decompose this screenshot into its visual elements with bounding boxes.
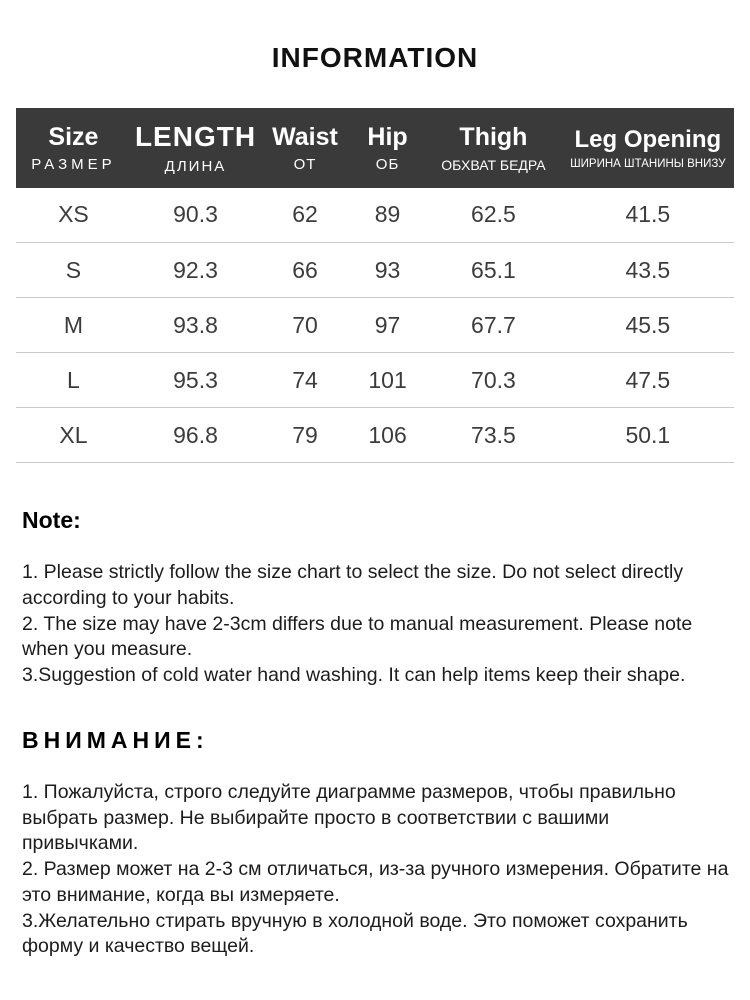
- notes-russian: [0, 727, 750, 960]
- size-table-header: [16, 108, 734, 188]
- cell-size: M: [16, 298, 131, 353]
- cell-hip: 93: [350, 243, 425, 298]
- header-sublabel-leg-opening: ШИРИНА ШТАНИНЫ ВНИЗУ: [570, 158, 726, 171]
- cell-size: XL: [16, 408, 131, 463]
- note-item-ru-3: 3.Желательно стирать вручную в холодной воде. Это поможет сохранить форму и качество вещей.: [22, 909, 688, 958]
- cell-waist: 79: [260, 408, 350, 463]
- header-sublabel-length: ДЛИНА: [164, 158, 227, 176]
- header-label-thigh: Thigh: [459, 123, 528, 152]
- note-item-en-2: 2. The size may have 2-3cm differs due to manual measurement. Please note when you measure.: [22, 612, 693, 661]
- header-cell-length: [131, 108, 260, 188]
- cell-waist: 70: [260, 298, 350, 353]
- cell-size: L: [16, 353, 131, 408]
- note-item-ru-1: 1. Пожалуйста, строго следуйте диаграмме размеров, чтобы правильно выбрать размер. Не выбирайте просто в соответствии с вашими привычками.: [22, 780, 676, 855]
- cell-leg-opening: 45.5: [562, 298, 734, 353]
- cell-thigh: 65.1: [425, 243, 561, 298]
- cell-hip: 101: [350, 353, 425, 408]
- header-cell-size: [16, 108, 131, 188]
- note-item-en-3: 3.Suggestion of cold water hand washing. It can help items keep their shape.: [22, 664, 686, 687]
- cell-leg-opening: 50.1: [562, 408, 734, 463]
- header-sublabel-size: РАЗМЕР: [31, 156, 116, 174]
- cell-hip: 97: [350, 298, 425, 353]
- header-cell-leg-opening: [562, 108, 734, 188]
- cell-thigh: 67.7: [425, 298, 561, 353]
- table-row-xl: [16, 408, 734, 463]
- cell-length: 93.8: [131, 298, 260, 353]
- notes-english: [0, 507, 750, 689]
- cell-hip: 106: [350, 408, 425, 463]
- header-label-size: Size: [48, 122, 99, 151]
- table-row-m: [16, 298, 734, 353]
- cell-length: 92.3: [131, 243, 260, 298]
- table-row-s: [16, 243, 734, 298]
- note-item-en-1: 1. Please strictly follow the size chart to select the size. Do not select directly according to your habits.: [22, 561, 684, 609]
- cell-waist: 74: [260, 353, 350, 408]
- cell-waist: 62: [260, 188, 350, 243]
- header-label-leg-opening: Leg Opening: [574, 125, 722, 153]
- cell-length: 90.3: [131, 188, 260, 243]
- table-row-xs: [16, 188, 734, 243]
- cell-size: XS: [16, 188, 131, 243]
- notes-english-heading: Note:: [22, 507, 81, 534]
- header-label-waist: Waist: [272, 122, 338, 151]
- header-row: [16, 108, 734, 188]
- cell-leg-opening: 43.5: [562, 243, 734, 298]
- cell-length: 95.3: [131, 353, 260, 408]
- cell-size: S: [16, 243, 131, 298]
- cell-leg-opening: 47.5: [562, 353, 734, 408]
- cell-thigh: 73.5: [425, 408, 561, 463]
- cell-length: 96.8: [131, 408, 260, 463]
- cell-thigh: 62.5: [425, 188, 561, 243]
- header-sublabel-waist: ОТ: [293, 156, 317, 174]
- table-row-l: [16, 353, 734, 408]
- size-table-body: [16, 188, 734, 463]
- header-label-hip: Hip: [367, 122, 408, 151]
- header-sublabel-thigh: ОБХВАТ БЕДРА: [441, 157, 546, 174]
- page-title: INFORMATION: [271, 42, 479, 73]
- cell-waist: 66: [260, 243, 350, 298]
- header-sublabel-hip: ОБ: [375, 156, 400, 174]
- note-item-ru-2: 2. Размер может на 2-3 см отличаться, из-за ручного измерения. Обратите на это внимание, когда вы измеряете.: [22, 858, 729, 906]
- header-cell-thigh: [425, 108, 561, 188]
- cell-leg-opening: 41.5: [562, 188, 734, 243]
- cell-hip: 89: [350, 188, 425, 243]
- cell-thigh: 70.3: [425, 353, 561, 408]
- header-cell-hip: [350, 108, 425, 188]
- notes-russian-heading: ВНИМАНИЕ:: [22, 726, 209, 753]
- header-label-length: LENGTH: [134, 121, 257, 152]
- header-cell-waist: [260, 108, 350, 188]
- size-table: [16, 108, 734, 463]
